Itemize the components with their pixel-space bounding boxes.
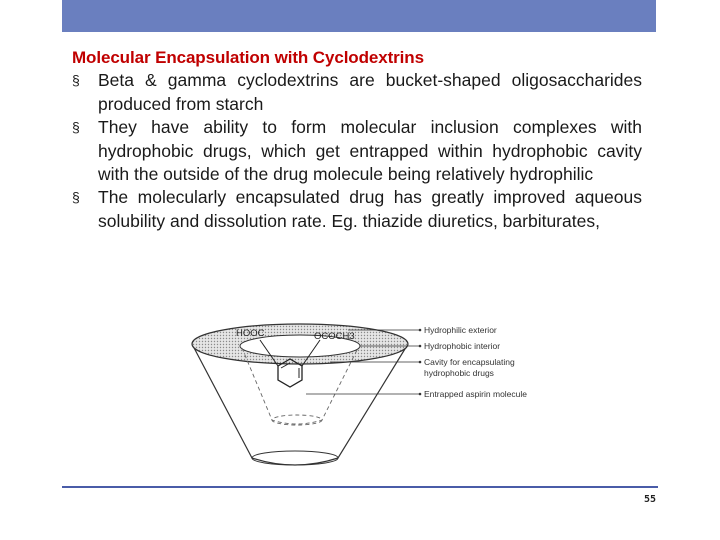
label-hydrophobic-interior: Hydrophobic interior: [424, 341, 501, 351]
bullet-text: Beta & gamma cyclodextrins are bucket-shaped oligosaccharides produced from starch: [98, 70, 642, 114]
bullet-item: [72, 116, 642, 186]
leader-dot: [419, 361, 422, 364]
leader-dot: [419, 393, 422, 396]
molecule-label-right: OCOCH3: [314, 331, 355, 342]
bullet-marker: §: [72, 189, 80, 206]
label-entrapped-aspirin: Entrapped aspirin molecule: [424, 389, 528, 399]
bullet-text: They have ability to form molecular inclusion complexes with hydrophobic drugs, which get entrapped within hydrophobic cavity with the outside of the drug molecule being relatively hydrophilic: [98, 117, 642, 185]
bullet-item: [72, 186, 642, 233]
slide-title: Molecular Encapsulation with Cyclodextrins: [72, 48, 424, 67]
footer-rule: [62, 486, 658, 488]
label-cavity-line2: hydrophobic drugs: [424, 368, 494, 378]
molecule-label-left: HOOC: [236, 328, 265, 339]
cyclodextrin-svg: [180, 322, 600, 472]
bullet-marker: §: [72, 72, 80, 89]
bullet-list: [72, 69, 642, 233]
label-cavity-line1: Cavity for encapsulating: [424, 357, 515, 367]
bullet-item: [72, 69, 642, 116]
cyclodextrin-diagram: [180, 322, 600, 472]
label-hydrophilic-exterior: Hydrophilic exterior: [424, 325, 497, 335]
bullet-text: The molecularly encapsulated drug has greatly improved aqueous solubility and dissolution rate. Eg. thiazide diuretics, barbiturates,: [98, 187, 642, 231]
top-header-bar: [62, 0, 656, 32]
slide-content: [72, 46, 642, 233]
bullet-marker: §: [72, 119, 80, 136]
leader-dot: [419, 329, 422, 332]
page-number: 55: [643, 494, 656, 505]
leader-dot: [419, 345, 422, 348]
